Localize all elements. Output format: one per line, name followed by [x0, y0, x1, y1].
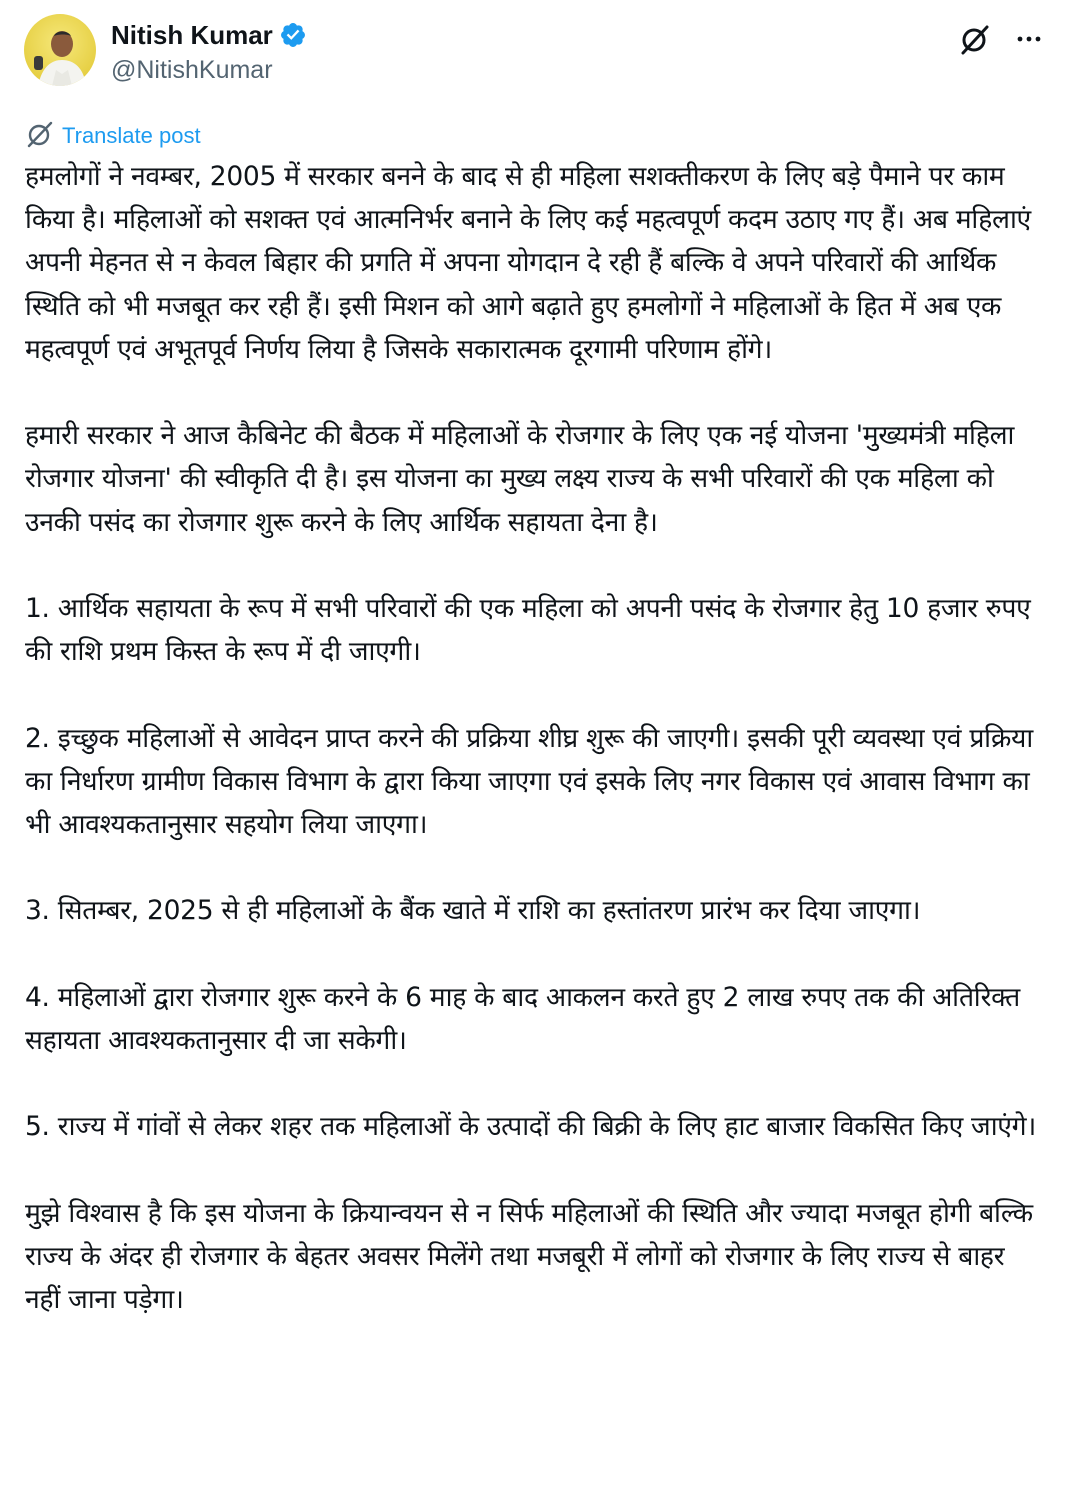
post-paragraph: 1. आर्थिक सहायता के रूप में सभी परिवारों की एक महिला को अपनी पसंद के रोजगार हेतु 10 हजार रुपए की राशि प्रथम किस्त के रूप में दी जाएगी। — [25, 593, 1031, 668]
translate-post-link[interactable] — [26, 120, 201, 152]
avatar[interactable] — [24, 14, 96, 86]
post-text — [25, 155, 1045, 1321]
post-paragraph: हमारी सरकार ने आज कैबिनेट की बैठक में महिलाओं के रोजगार के लिए एक नई योजना 'मुख्यमंत्री महिला रोजगार योजना' की स्वीकृति दी है। इस योजना का मुख्य लक्ष्य राज्य के सभी परिवारों की एक महिला को उनकी पसंद का रोजगार शुरू करने के लिए आर्थिक सहायता देना है। — [25, 420, 1015, 538]
top-actions — [958, 22, 1044, 56]
grok-icon[interactable] — [958, 22, 992, 56]
post-paragraph: 2. इच्छुक महिलाओं से आवेदन प्राप्त करने की प्रक्रिया शीघ्र शुरू की जाएगी। इसकी पूरी व्यवस्था एवं प्रक्रिया का निर्धारण ग्रामीण विकास विभाग के द्वारा किया जाएगा एवं इसके लिए नगर विकास एवं आवास विभाग का भी आवश्यकतानुसार सहयोग लिया जाएगा। — [25, 722, 1033, 840]
name-row — [111, 20, 307, 50]
post-paragraph: 3. सितम्बर, 2025 से ही महिलाओं के बैंक खाते में राशि का हस्तांतरण प्रारंभ कर दिया जाएगा। — [25, 895, 921, 927]
translate-post-label: Translate post — [62, 123, 201, 148]
profile-photo — [24, 14, 96, 86]
verified-badge-icon[interactable] — [279, 21, 307, 49]
post-header — [24, 14, 1044, 94]
post-paragraph: 5. राज्य में गांवों से लेकर शहर तक महिलाओं के उत्पादों की बिक्री के लिए हाट बाजार विकसित किए जाएंगे। — [25, 1111, 1036, 1143]
post-paragraph: मुझे विश्वास है कि इस योजना के क्रियान्वयन से न सिर्फ महिलाओं की स्थिति और ज्यादा मजबूत होगी बल्कि राज्य के अंदर ही रोजगार के बेहतर अवसर मिलेंगे तथा मजबूरी में लोगों को रोजगार के लिए राज्य से बाहर नहीं जाना पड़ेगा। — [25, 1197, 1033, 1316]
post-paragraph: हमलोगों ने नवम्बर, 2005 में सरकार बनने के बाद से ही महिला सशक्तीकरण के लिए बड़े पैमाने पर काम किया है। महिलाओं को सशक्त एवं आत्मनिर्भर बनाने के लिए कई महत्वपूर्ण कदम उठाए गए हैं। अब महिलाएं अपनी मेहनत से न केवल बिहार की प्रगति में अपना योगदान दे रही हैं बल्कि वे अपने परिवारों की आर्थिक स्थिति को भी मजबूत कर रही हैं। इसी मिशन को आगे बढ़ाते हुए हमलोगों ने महिलाओं के हित में अब एक महत्वपूर्ण एवं अभूतपूर्व निर्णय लिया है जिसके सकारात्मक दूरगामी परिणाम होंगे। — [25, 161, 1031, 365]
display-name[interactable]: Nitish Kumar — [111, 19, 273, 50]
more-options-icon[interactable] — [1014, 24, 1044, 54]
translate-icon — [26, 120, 62, 152]
post-paragraph: 4. महिलाओं द्वारा रोजगार शुरू करने के 6 माह के बाद आकलन करते हुए 2 लाख रुपए तक की अतिरिक्त सहायता आवश्यकतानुसार दी जा सकेगी। — [25, 981, 1020, 1056]
user-handle[interactable]: @NitishKumar — [111, 56, 273, 84]
